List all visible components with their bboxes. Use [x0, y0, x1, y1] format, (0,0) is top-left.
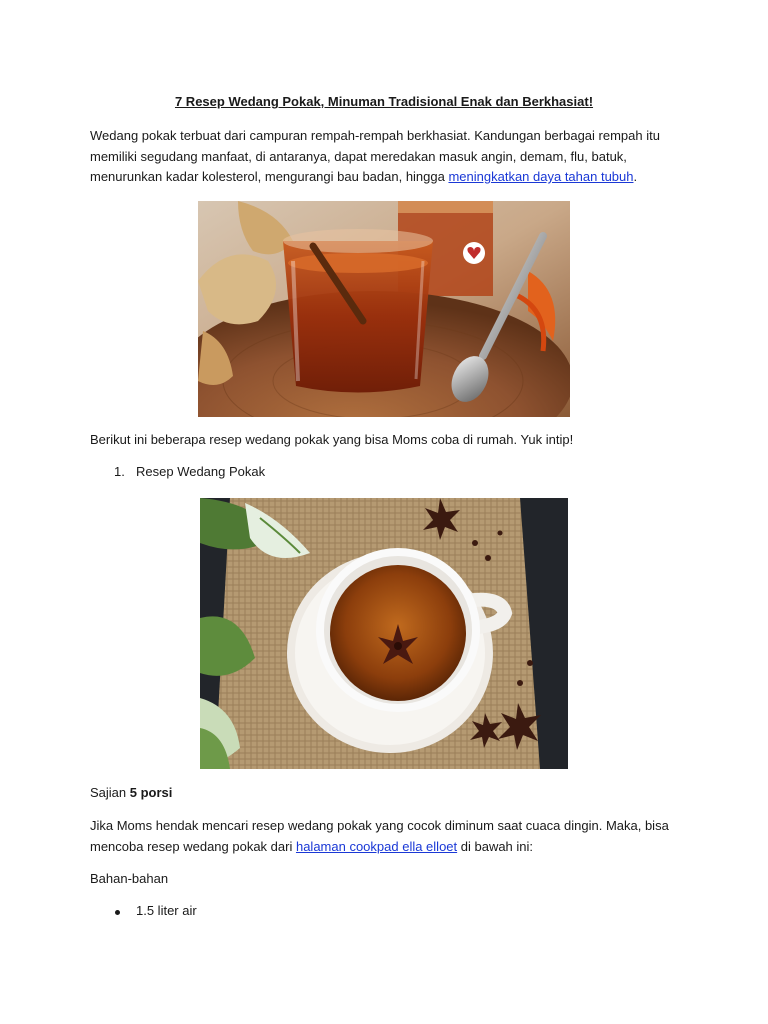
serving-line: [90, 783, 670, 804]
list-item-label: Resep Wedang Pokak: [136, 464, 266, 479]
after-image-paragraph: Berikut ini beberapa resep wedang pokak yang bisa Moms coba di rumah. Yuk intip!: [90, 432, 574, 447]
ingredients-heading: Bahan-bahan: [90, 871, 169, 886]
bullet-marker: [115, 910, 120, 915]
intro-paragraph: [90, 126, 670, 188]
article-title: 7 Resep Wedang Pokak, Minuman Tradisional Enak dan Berkhasiat!: [174, 94, 594, 109]
intro-text: Wedang pokak terbuat dari campuran rempah-rempah berkhasiat. Kandungan berbagai rempah itu memiliki segudang manfaat, di antaranya, dapat meredakan masuk angin, demam, flu, batuk, menurunkan kadar kolesterol, mengurangi bau badan, hingga: [90, 128, 660, 184]
cookpad-paragraph: [90, 816, 670, 857]
ingredient-item: 1.5 liter air: [136, 903, 197, 918]
cookpad-end: di bawah ini:: [457, 838, 534, 854]
serving-prefix: Sajian: [90, 785, 130, 800]
wedang-cup-photo: [200, 498, 568, 769]
wedang-glass-photo: [198, 201, 570, 417]
serving-value: 5 porsi: [129, 785, 173, 800]
list-item-number: 1.: [114, 464, 125, 479]
cookpad-text: Jika Moms hendak mencari resep wedang pokak yang cocok diminum saat cuaca dingin. Maka, bisa mencoba resep wedang pokak dari: [90, 818, 669, 854]
cookpad-link[interactable]: halaman cookpad ella elloet: [295, 838, 458, 854]
daya-tahan-tubuh-link[interactable]: meningkatkan daya tahan tubuh: [448, 169, 634, 184]
intro-end: .: [633, 169, 638, 184]
